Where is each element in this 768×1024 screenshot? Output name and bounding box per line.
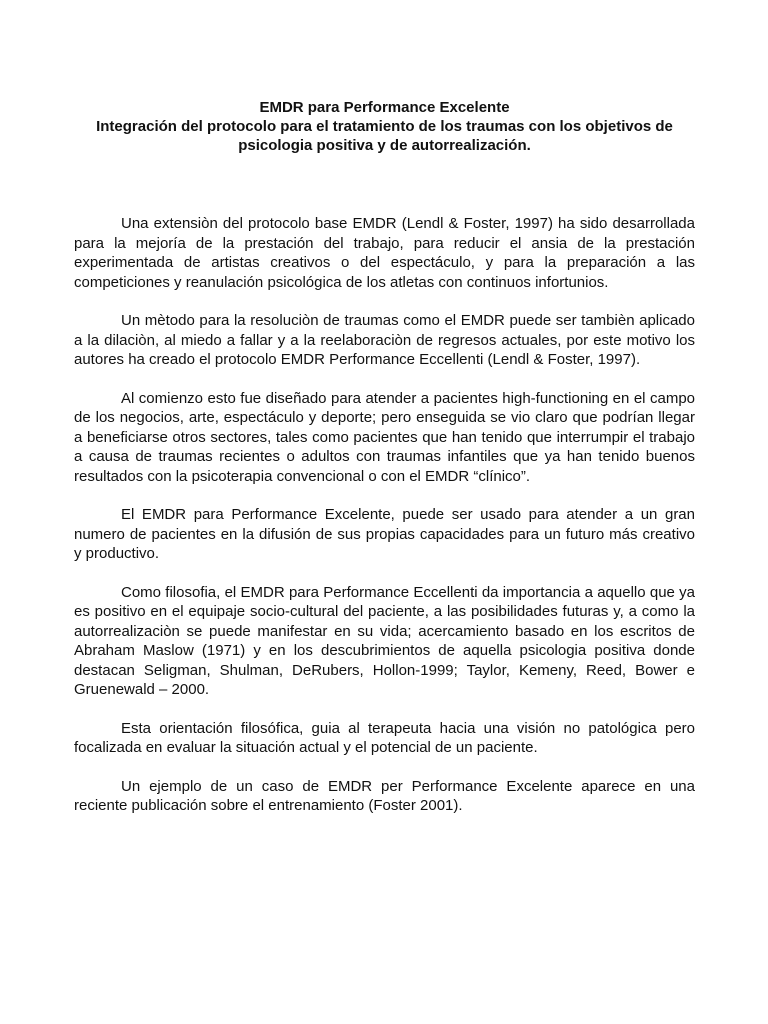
- document-subtitle-line-2: psicologia positiva y de autorrealización.: [238, 137, 531, 154]
- paragraph: Un mètodo para la resoluciòn de traumas como el EMDR puede ser tambièn aplicado a la dilaciòn, al miedo a fallar y a la reelaboraciòn de regresos actuales, por este motivo los autores ha creado el protocolo EMDR Performance Eccellenti (Lendl & Foster, 1997).: [74, 312, 695, 368]
- paragraph: Esta orientación filosófica, guia al terapeuta hacia una visión no patológica pero focalizada en evaluar la situación actual y el potencial de un paciente.: [74, 719, 695, 756]
- document-title: EMDR para Performance Excelente: [259, 99, 510, 116]
- document-header: [74, 98, 695, 155]
- paragraph: Un ejemplo de un caso de EMDR per Performance Excelente aparece en una reciente publicación sobre el entrenamiento (Foster 2001).: [74, 777, 695, 814]
- document-body: [74, 214, 695, 816]
- document-page: [74, 98, 695, 835]
- paragraph: Una extensiòn del protocolo base EMDR (Lendl & Foster, 1997) ha sido desarrollada para la mejoría de la prestación del trabajo, para reducir el ansia de la prestación experimentada de artistas creativos o del espectáculo, y para la preparación a las competiciones y reanulación psicológica de los atletas con continuos infortunios.: [74, 215, 695, 291]
- paragraph: Al comienzo esto fue diseñado para atender a pacientes high-functioning en el campo de los negocios, arte, espectáculo y deporte; pero enseguida se vio claro que podrían llegar a beneficiarse otros sectores, tales como pacientes que han tenido que interrumpir el trabajo a causa de traumas recientes o adultos con traumas infantiles que ya han tenido buenos resultados con la psicoterapia convencional o con el EMDR “clínico”.: [74, 389, 695, 485]
- paragraph: El EMDR para Performance Excelente, puede ser usado para atender a un gran numero de pacientes en la difusión de sus propias capacidades para un futuro más creativo y productivo.: [74, 506, 695, 562]
- paragraph: Como filosofia, el EMDR para Performance Eccellenti da importancia a aquello que ya es positivo en el equipaje socio-cultural del paciente, a las posibilidades futuras y, a como la autorrealizaciòn se puede manifestar en su vida; acercamiento basado en los escritos de Abraham Maslow (1971) y en los descubrimientos de aquella psicologia positiva donde destacan Seligman, Shulman, DeRubers, Hollon-1999; Taylor, Kemeny, Reed, Bower e Gruenewald – 2000.: [74, 583, 695, 698]
- document-subtitle-line-1: Integración del protocolo para el tratamiento de los traumas con los objetivos de: [96, 118, 673, 135]
